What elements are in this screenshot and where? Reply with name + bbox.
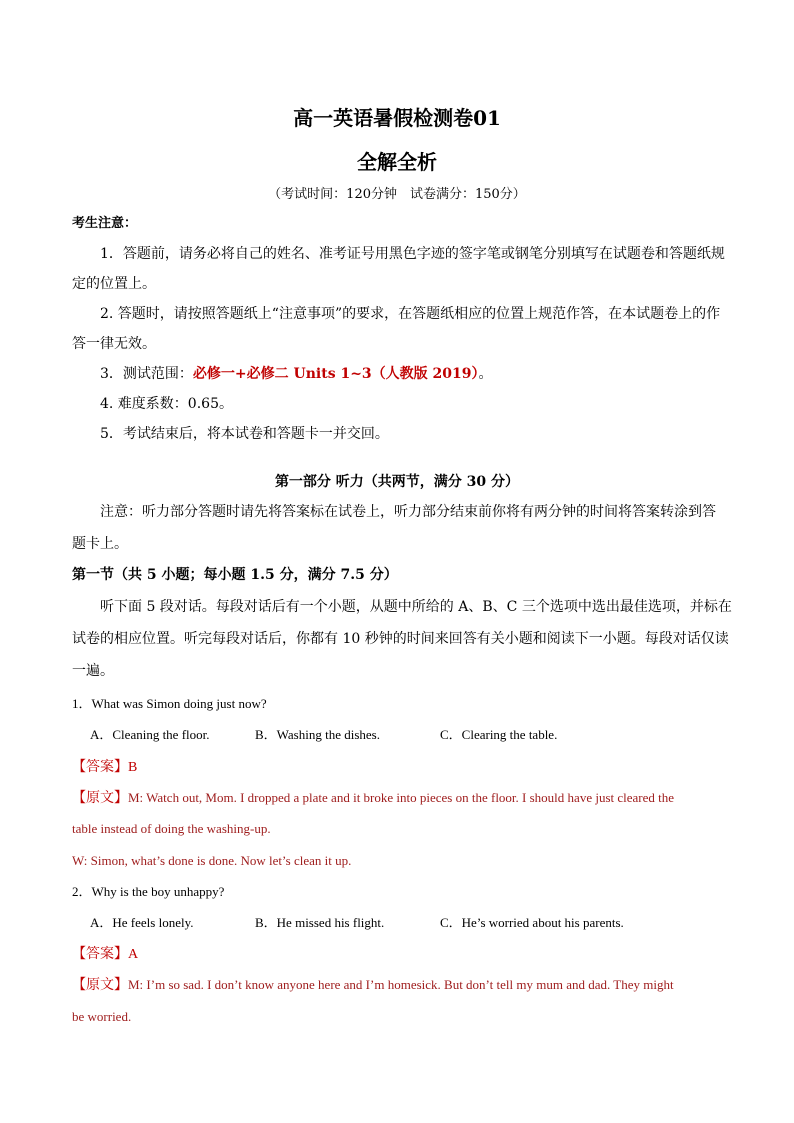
- answer-value: A: [128, 947, 139, 962]
- notice-1-line-2: 定的位置上。: [72, 276, 156, 292]
- question-2-script-line-1: [72, 975, 732, 996]
- question-1-option-b: B．Washing the dishes.: [255, 727, 380, 742]
- question-2-script-line-2: be worried.: [72, 1009, 132, 1024]
- part1-note-line-1: 注意：听力部分答题时请先将答案标在试卷上，听力部分结束前你将有两分钟的时间将答案转涂到答: [100, 504, 716, 520]
- question-1-script-line-3: W: Simon, what’s done is done. Now let’s clean it up.: [72, 853, 352, 868]
- question-1-script-line-2: table instead of doing the washing-up.: [72, 821, 271, 836]
- page-subtitle: 全解全析: [357, 150, 437, 174]
- question-2-option-a: A．He feels lonely.: [90, 915, 194, 930]
- test-range: 必修一+必修二 Units 1~3（人教版 2019）: [192, 366, 479, 382]
- notice-2-line-1: 2. 答题时，请按照答题纸上“注意事项”的要求，在答题纸相应的位置上规范作答，在本试题卷上的作: [100, 306, 721, 322]
- script-text: M: Watch out, Mom. I dropped a plate and it broke into pieces on the floor. I should have just cleared the: [128, 790, 675, 805]
- script-tag: 【原文】: [72, 977, 128, 993]
- notice-1-line-1: 1．答题前，请务必将自己的姓名、准考证号用黑色字迹的签字笔或钢笔分别填写在试题卷和答题纸规: [100, 246, 725, 262]
- instructions-line-3: 一遍。: [72, 663, 114, 679]
- question-1-option-a: A．Cleaning the floor.: [90, 727, 210, 742]
- question-2: 2．Why is the boy unhappy?: [72, 884, 225, 899]
- script-tag: 【原文】: [72, 790, 128, 806]
- question-2-option-b: B．He missed his flight.: [255, 915, 385, 930]
- part1-note-line-2: 题卡上。: [72, 536, 128, 552]
- question-1-answer: [72, 757, 732, 778]
- part1-heading: 第一部分 听力（共两节，满分 30 分）: [274, 474, 520, 490]
- exam-meta: （考试时间：120分钟 试卷满分：150分）: [268, 187, 526, 202]
- question-1: 1．What was Simon doing just now?: [72, 696, 267, 711]
- notice-4: 4. 难度系数：0.65。: [100, 396, 233, 412]
- question-1-script-line-1: [72, 788, 732, 809]
- instructions-line-1: 听下面 5 段对话。每段对话后有一个小题，从题中所给的 A、B、C 三个选项中选出最佳选项，并标在: [100, 599, 732, 615]
- question-1-option-c: C．Clearing the table.: [440, 727, 558, 742]
- page-title: 高一英语暑假检测卷01: [293, 106, 501, 130]
- notice-3: [100, 364, 730, 384]
- notice-5: 5．考试结束后，将本试卷和答题卡一并交回。: [100, 426, 389, 442]
- instructions-line-2: 试卷的相应位置。听完每段对话后，你都有 10 秒钟的时间来回答有关小题和阅读下一小题。每段对话仅读: [72, 631, 729, 647]
- answer-value: B: [128, 760, 138, 775]
- script-text: M: I’m so sad. I don’t know anyone here and I’m homesick. But don’t tell my mum and dad. They might: [128, 977, 674, 992]
- notice-3-prefix: 3．测试范围：: [100, 366, 193, 382]
- question-2-answer: [72, 944, 732, 965]
- notice-2-line-2: 答一律无效。: [72, 336, 156, 352]
- notice-heading: 考生注意：: [72, 216, 138, 231]
- question-2-option-c: C．He’s worried about his parents.: [440, 915, 624, 930]
- answer-tag: 【答案】: [72, 759, 128, 775]
- section1-heading: 第一节（共 5 小题；每小题 1.5 分，满分 7.5 分）: [72, 567, 398, 583]
- answer-tag: 【答案】: [72, 946, 128, 962]
- notice-3-suffix: 。: [478, 366, 493, 382]
